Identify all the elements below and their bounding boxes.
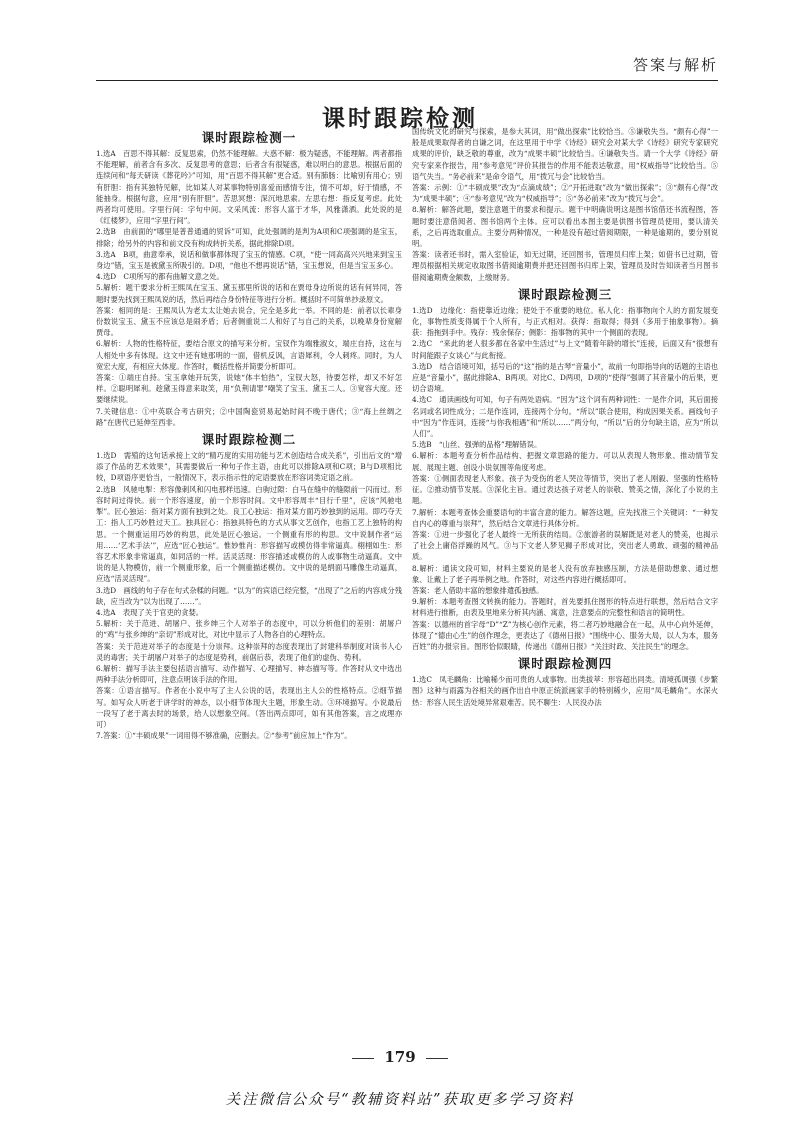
page-title: 课时跟踪检测 [322,106,478,132]
right-column [412,126,718,1046]
answer-entry: 7.解析：本题考查体会重要语句的丰富含意的能力。解答这题，应先找准三个关键词：“一种发自内心的尊重与崇拜”，然后结合文章进行具体分析。 [412,507,718,528]
continued-section-body [412,126,718,283]
answer-entry: 答案：①进一步强化了老人最终一无所获的结局。②旅游者的误解既是对老人的赞美，也揭示了社会上庸俗浮躁的风气。③与下文老人梦见狮子形成对比，突出老人勇敢、顽强的精神品质。 [412,529,718,562]
answer-entry: 答案：读者还书时，需入室验证，如无过期，还回图书，管理员归库上架；如借书已过期，管理员根据相关规定收取图书借阅逾期费并把还回图书归库上架，管理员及时告知读者当月图书借阅逾期费金额数，上缴财务。 [412,250,718,282]
page-number: 179 [0,1048,800,1066]
answer-entry: 国传统文化的研究与探索，是参大其词，用“做出探索”比较恰当。⑤谦敬失当。“颇有心得”一般是成果取得者的自谦之词，在这里用于中学《诗经》研究会对某大学《诗经》研究专家研究成果的评价，缺乏敬的尊重，改为“成果丰硕”比较恰当。④谦敬失当。请一个大学《诗经》研究专家来作报告，用“参考意见”评价其报告的作用不能表达敬意，用“权威指导”比较恰当。⑤语气失当。“务必前来”是命令语气，用“拨冗与会”比较恰当。 [412,127,718,181]
header-rule [96,80,718,81]
answer-entry: 5.解析：题干要求分析王熙凤在宝玉、黛玉那里所说的话和在贾母身边所说的话有何异同，答题时要先找到王熙凤说的话，然后再结合身份特征等进行分析。概括时不可简单抄录原文。 [96,283,402,304]
answer-entry: 5.解析：关于范进、胡屠户、张乡绅三个人对举子的态度中，可以分析他们的差别：胡屠户的“鸡”与张乡绅的“亲切”形成对比，对比中显示了人物各自的心理特点。 [96,619,402,640]
answer-entry: 4.选D C项所写的都有曲解文意之处。 [96,272,224,282]
answer-entry: 答案：以德州的首字母“D”“Z”为核心创作元素，将二者巧妙地融合在一起，从中心向外延伸，体现了“德由心生”的创作理念，更表达了《德州日报》“围绕中心、服务大局，以人为本，服务百姓”的办报宗旨。图形恰似眼睛，传递出《德州日报》“关注时政、关注民生”的理念。 [412,619,718,651]
answer-entry: 1.选D 边缘化：指使靠近边缘；使处于不重要的地位。私人化：指事物向个人的方面发展变化，事物性质变得属于个人所有，与正式相对。获得：指取得；得到（多用于抽象事物）。摘获：指拖到手中。残存：残余保存；侧影：指事物的其中一个侧面的表现。 [412,305,718,338]
section-4-body [412,674,718,708]
answer-entry: 2.选C “来此的老人很多都在各家中生活过”与上文“随着年龄的增长”连接，后面又有“很想有时间能跟子女谈心”与此衔接。 [412,339,718,360]
answer-entry: 答案：示例：①“丰硕成果”改为“点滴成绩”；②“开拓进取”改为“做出探索”；③“颇有心得”改为“成果丰硕”；④“参考意见”改为“权威指导”；⑤“务必前来”改为“拨冗与会”。 [412,183,718,204]
footer-note: 关注微信公众号“教辅资料站”获取更多学习资料 [225,1092,575,1108]
answer-entry: 3.选A B项，曲意奉承，说话和做事都体现了宝玉的情感。C项，“使一同高高兴兴地来到宝玉身边”错，宝玉是被黛玉所吸引的。D项，“他也不想再说话”错，宝玉想说，但是当宝玉多心。 [96,249,402,271]
answer-entry: 3.选D 画线的句子存在句式杂糅的问题。“以为”的宾语已经完整，“出现了”之后的内容成分残缺，应当改为“以为出现了……”。 [96,585,402,606]
answer-entry: 4.选A 表现了关于官吏的贪婪。 [96,607,204,617]
section-heading-4: 课时跟踪检测四 [517,656,613,672]
answer-entry: 6.解析：本题考查分析作品结构、把握文章思路的能力。可以从表现人物形象、推动情节发展、展现主题、创设小说氛围等角度考虑。 [412,451,718,472]
answer-entry: 6.解析：描写手法主要包括语言描写、动作描写、心理描写、神态描写等。作答时从文中选出两种手法分析即可，注意点明该手法的作用。 [96,663,402,685]
answer-entry: 答案：关于范进对举子的态度是十分崇拜。这种崇拜的态度表现出了封建科举制度对读书人心灵的毒害；关于胡屠户对举子的态度是势利，前倨后恭，表现了他们的虚伪、势利。 [96,641,402,662]
answer-entry: 3.选D 结合语境可知，括号后的“这”指的是古琴“音量小”，故前一句即指导向的话题的主语也应是“音量小”，据此排除A、B两项。对比C、D两项，D项的“使得”强调了其音量小的后果，更切合语境。 [412,361,718,394]
answer-entry: 2.选B 风驰电掣：形容像刺风和闪电那样迅速。白驹过隙：白马在缝中的缝隙前一闪而过。形容时间过得快。前一个形容速度，前一个形容时间。文中形容周丰“目行千里”，应该“风驰电掣”。匠心独运：指对某方面有独到之处。良工心独运：指对某方面巧妙独到的运用。即巧夺天工：指人工巧妙胜过天工。独具匠心：指独具特色的方式从事文艺创作，也指工艺上独特的构思。一个侧重运用巧妙的构思，此处是匠心独运。一个侧重有形的构思。文中说制作者“运用……‘艺术手法’”，应选“匠心独运”。惟妙惟肖：形容描写或模仿得非常逼真。栩栩如生：形容艺术形象非常逼真，如同活的一样。活灵活现：形容描述或模仿的人或事物生动逼真。文中说的是人物模仿，前一个侧重形象，后一个侧重描述模仿。文中说的是绢面马雕像生动逼真，应选“活灵活现”。 [96,484,402,584]
answer-entry: 答案：①端庄自持。宝玉拿她开玩笑，说她“体丰怕热”，宝钗大怒，待要怎样，却又不好怎样。②聪明犀利。趁黛玉得意来取笑，用“负荆请罪”嘲笑了宝玉、黛玉二人。③宽容大度。还要继续说。 [96,373,402,405]
section-3-body [412,305,718,652]
section-2-body [96,450,402,741]
section-1-body [96,148,402,428]
answer-entry: 答案：相同的是：王熙凤认为老太太让她去说合，完全是多此一举。不同的是：前者以长辈身份数说宝玉、黛玉不应该总是闹矛盾；后者侧重说二人和好了与自己的关系，以晚辈身份宽解贾母。 [96,305,402,338]
answer-entry: 8.解析：通读文段可知，材料主要说的是老人没有放弃独感压制，方法是借助想象、通过想象、让戴上了老子再举例之地。作答时，对这些内容进行概括即可。 [412,563,718,584]
answer-entry: 1.选C 凤毛麟角：比喻稀少而可贵的人或事物。出类拔萃：形容超出同类。清境孤调强《步繁图》这种与雨露为谷相关的画作出自中原正统派画家手的特别稀少，应用“凤毛麟角”。水深火热：形容人民生活处境异常艰难苦。民不聊生：人民没办法 [412,675,718,707]
answer-entry: 答案：①语言描写。作者在小说中写了主人公说的话，表现出主人公的性格特点。②细节描写。如写众人听老于讲学时的神态，以小细节体现大主题，形象生动。③环境描写。小说最后一段写了老于离去时的场景，给人以想象空间。（答出两点即可，如有其他答案，言之成理亦可） [96,686,402,729]
answer-entry: 答案：老人借助丰富的想象排遣孤独感。 [412,585,544,595]
answer-entry: 1.选A 百思不得其解：反复思索，仍然不能理解。大惑不解：极为疑惑，不能理解。两者都指不能理解，前者含有多次、反复思考的意思；后者含有很疑惑，难以明白的意思。根据后面的连续问和“每天研读《葬花吟》”可知，用“百思不得其解”更合适。别有肺肠：比喻别有用心；别有肝胆：指有其独特见解，比如某人对某事物特别喜爱而感情专注，情不可却，好于情感，不能抽身。根据句意，应用“别有肝胆”。苦思冥想：深沉地思索。左思右想：指反复考虑。此处两者均可使用。字里行间：字句中间。文采风流：形容人富于才华，风雅潇洒。此处说的是《红楼梦》，应用“字里行间”。 [96,149,402,226]
running-header: 答案与解析 [632,56,718,74]
section-heading-1: 课时跟踪检测一 [201,130,297,145]
section-heading-3: 课时跟踪检测三 [517,286,613,302]
answer-entry: 1.选D 需殖的这句话承接上文的“精巧度的实用功能与艺术创造结合成关系”，引出后文的“增添了作品的艺术效果”，其需要做后一种句子作主语，由此可以排除A项和C项；B与D项相比较，D项语序更恰当，一般情况下，表示指示性的定语要放在形容词类定语之前。 [96,451,402,483]
answer-entry: 4.选C 通读画线句可知，句子有两处语病。“因为”这个词有两种词性：一是作介词，其后面接名词或名词性成分；二是作连词，连接两个分句。“所以”联合使用，构成因果关系。画线句子中“因为”作连词，连接“与你我相遇”和“所以……”两分句，“所以”后的分句缺主语，应为“所以人们”。 [412,395,718,439]
answer-entry: 2.选B 由前面的“哪里是普普通通的贸诉”可知，此处强调的是判为A项和C项强调的是宝玉，排除；给另外的内容和前文没有构成转折关系，据此排除D项。 [96,227,402,248]
answer-entry: 9.解析：本题考查图文转换的能力。答题时，首先要抓住图形的特点进行联想，然后结合文字材料进行推断，由表及里地来分析其内涵、寓意，注意要点的完整性和语言的简明性。 [412,597,718,618]
answer-entry: 7.答案：①“丰硕成果”一词用得不够准确，应删去。②“参考”前应加上“作为”。 [96,731,352,741]
answer-entry: 5.选B “山丝、强弹的品格”理解错误。 [412,440,542,450]
answer-entry: 答案：①侧面表现老人形象。孩子为受伤的老人哭泣等情节，突出了老人刚毅、坚强的性格特征。②推动情节发展。③深化主旨。通过表达孩子对老人的崇敬、赞美之情，深化了小说的主题。 [412,473,718,506]
answer-entry: 7.关键信息：①中英联合考古研究；②中国陶瓷贸易起始时间不晚于唐代；③“海上丝绸之路”在唐代已延伸至西非。 [96,406,402,427]
answer-entry: 8.解析：解答此题，要注意题干的要求和提示。题干中明确说明这是图书馆借还书流程图，答题时要注意借阅者、图书馆两个主体。应可以看出本图主要是供图书管理员使用，要认清关系，之后再选取重点。主要分两种情况，一种是没有超过借阅期限，一种是逾期的，要分别说明。 [412,205,718,249]
left-column [96,126,402,1046]
section-heading-2: 课时跟踪检测二 [201,432,297,448]
answer-entry: 6.解析：人物的性格特征，要结合原文的描写来分析。宝钗作为端雅淑女，端庄自持，这在与人相处中多有体现。这文中还有她那明的一面，借机反讽，言语犀利，令人刺疼。同时，为人宽宏大度，有相应大体度。作答时，概括性格并简要分析即可。 [96,339,402,371]
